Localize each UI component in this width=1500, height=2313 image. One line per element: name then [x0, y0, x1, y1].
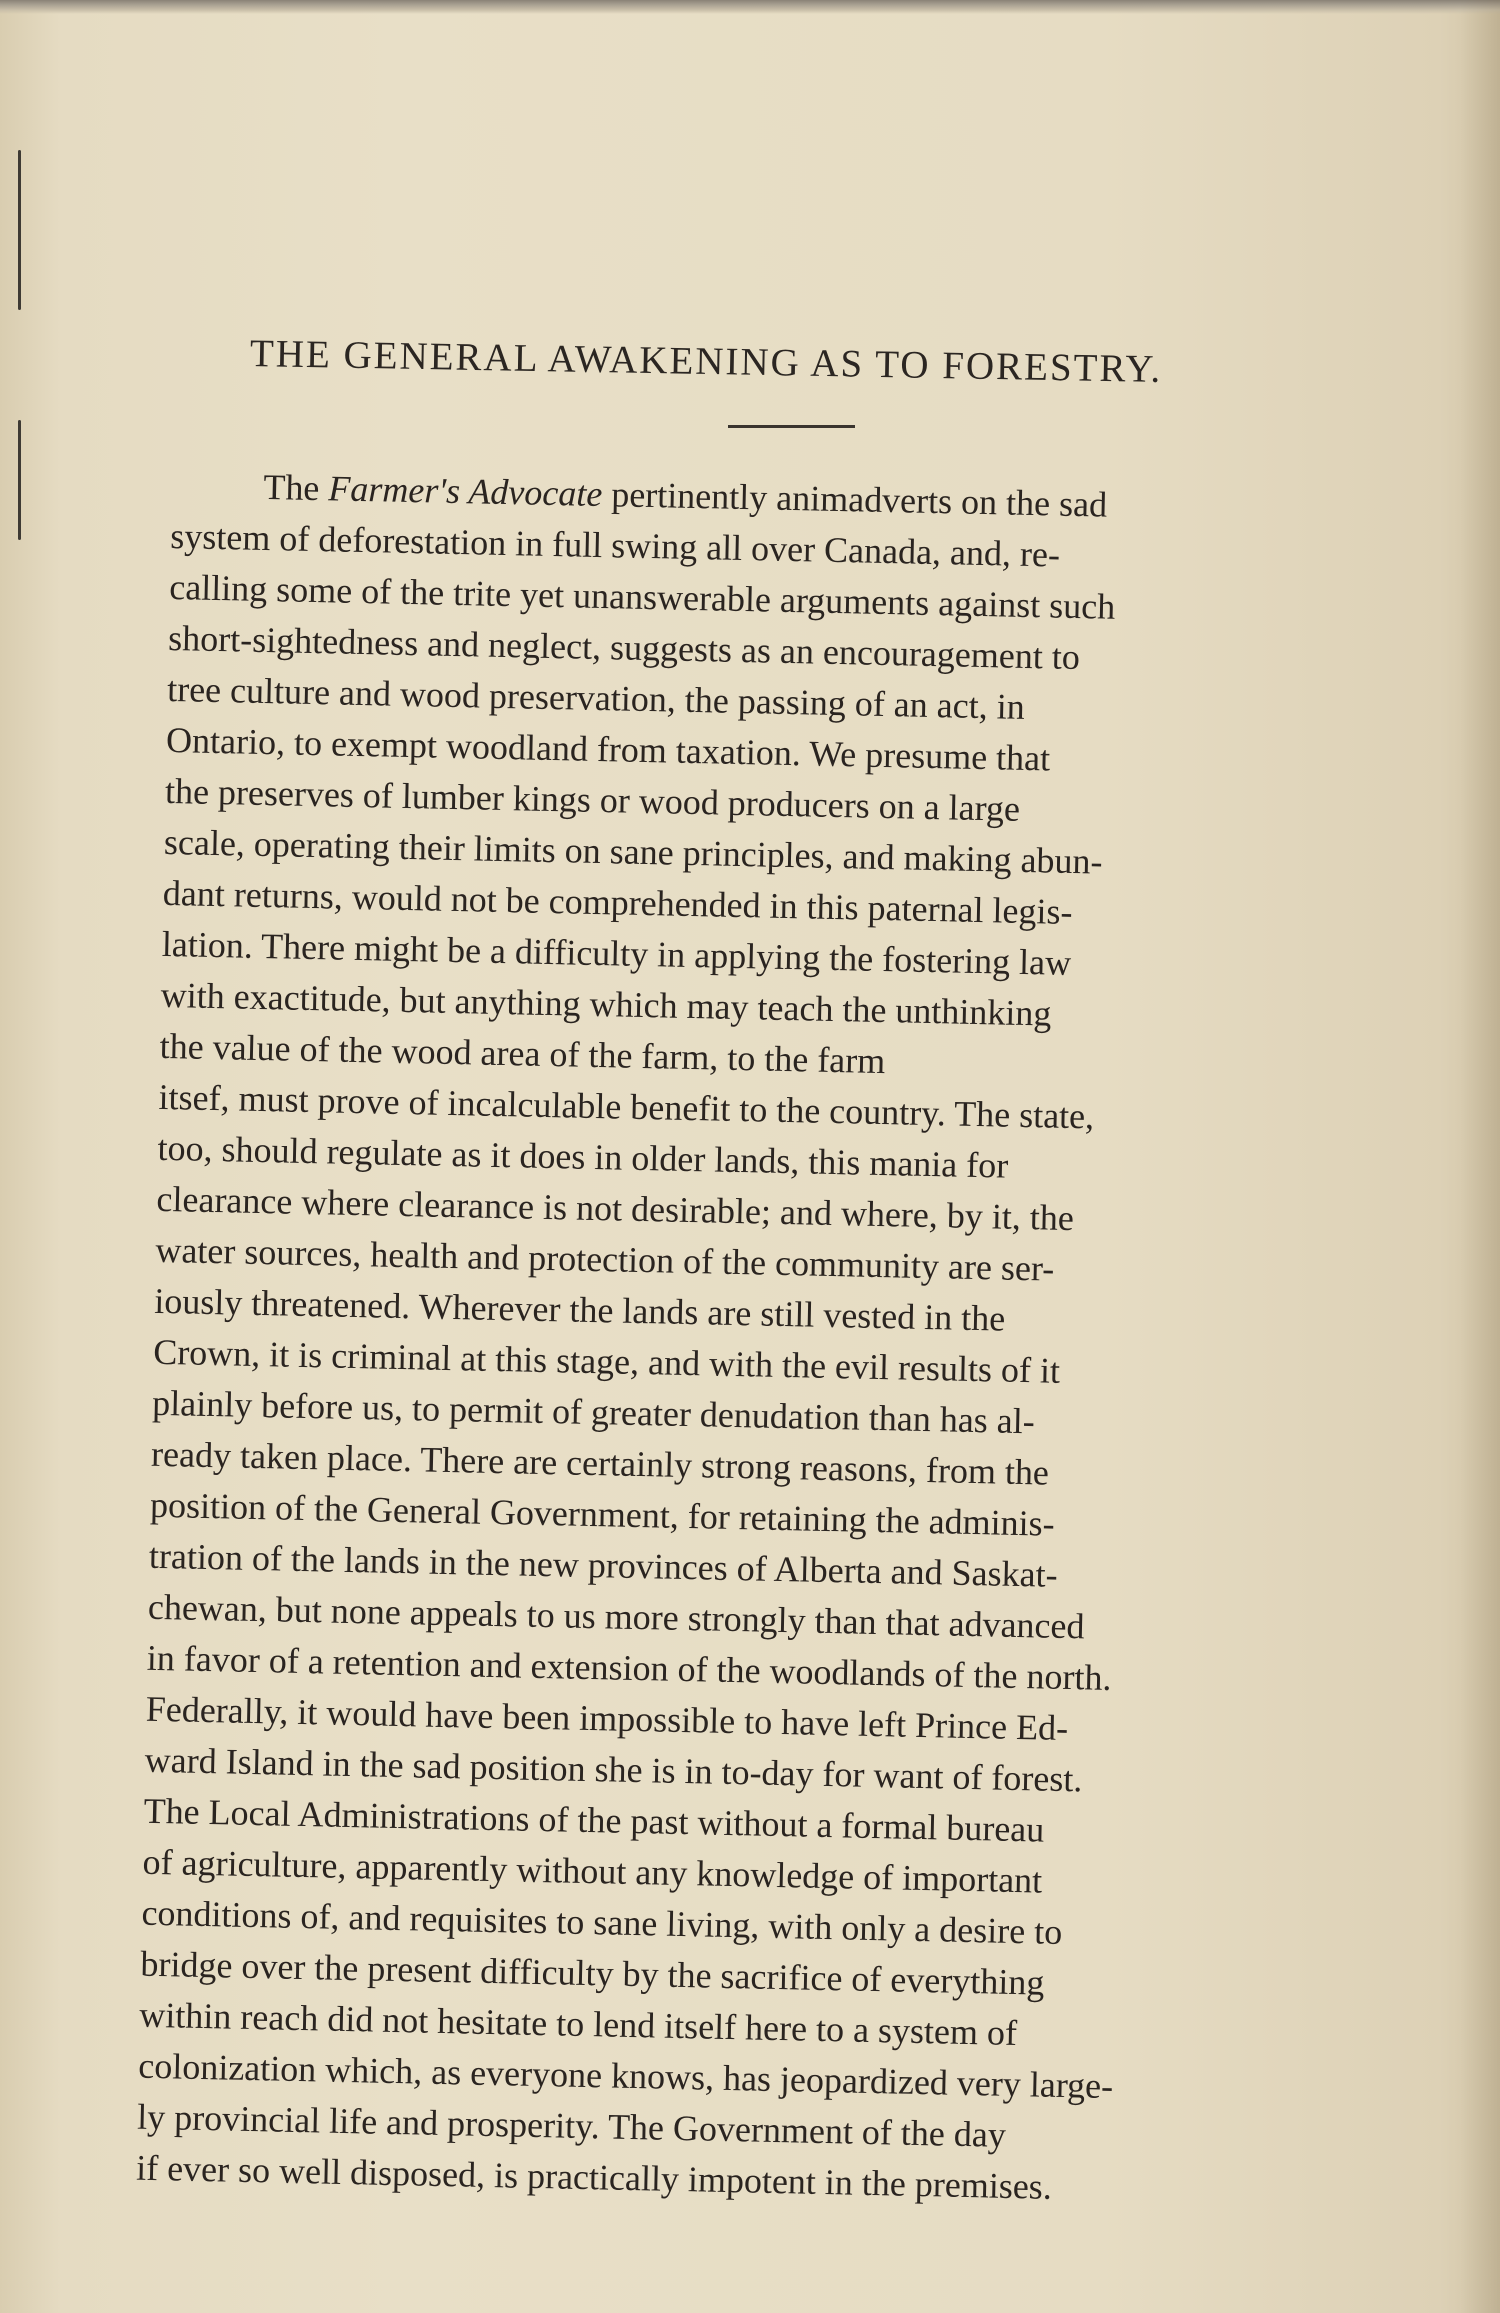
text-line: ready taken place. There are certainly strong reasons, from the [150, 1433, 1050, 1493]
text-line: Federally, it would have been impossible to have left Prince Ed- [145, 1688, 1069, 1749]
binding-mark [18, 420, 21, 540]
text-line: the value of the wood area of the farm, to the farm [159, 1025, 886, 1082]
text-line: ly provincial life and prosperity. The Government of the day [136, 2096, 1007, 2155]
text-line: conditions of, and requisites to sane living, with only a desire to [141, 1892, 1063, 1952]
text-line: Ontario, to exempt woodland from taxation. We presume that [165, 719, 1051, 779]
text-line: plainly before us, to permit of greater denudation than has al- [151, 1382, 1036, 1442]
text-line: bridge over the present difficulty by the sacrifice of everything [140, 1943, 1045, 2003]
text-line: with exactitude, but anything which may teach the unthinking [160, 974, 1052, 1034]
page-top-edge [0, 0, 1500, 14]
text-line: itsef, must prove of incalculable benefit to the country. The state, [158, 1076, 1095, 1137]
text-line: lation. There might be a difficulty in applying the fostering law [161, 923, 1072, 983]
text-line: water sources, health and protection of the community are ser- [155, 1229, 1055, 1289]
text-line: too, should regulate as it does in older lands, this mania for [157, 1127, 1009, 1186]
text-line: tration of the lands in the new provinces of Alberta and Saskat- [148, 1535, 1059, 1595]
text-line: the preserves of lumber kings or wood producers on a large [164, 770, 1021, 829]
text-line: if ever so well disposed, is practically impotent in the premises. [135, 2147, 1053, 2207]
page-edge-shadow [1460, 0, 1500, 2313]
article-body [136, 460, 1392, 2219]
text-line: position of the General Government, for retaining the adminis- [149, 1484, 1056, 1544]
text-line: colonization which, as everyone knows, has jeopardized very large- [137, 2045, 1114, 2107]
text-line: in favor of a retention and extension of the woodlands of the north. [146, 1637, 1112, 1698]
text-line: of agriculture, apparently without any knowledge of important [142, 1841, 1043, 1901]
first-line-lead: The [263, 466, 320, 509]
text-line: iously threatened. Wherever the lands are still vested in the [153, 1280, 1006, 1339]
text-line: short-sightedness and neglect, suggests as an encouragement to [167, 617, 1081, 678]
text-line: dant returns, would not be comprehended in this paternal legis- [162, 872, 1073, 932]
text-line: ward Island in the sad position she is in to-day for want of forest. [144, 1739, 1083, 1800]
text-line: tree culture and wood preservation, the passing of an act, in [166, 668, 1026, 727]
article-title: THE GENERAL AWAKENING AS TO FORESTRY. [249, 332, 1163, 391]
text-line: chewan, but none appeals to us more strongly than that advanced [147, 1586, 1085, 1647]
text-line: The Local Administrations of the past without a formal bureau [143, 1790, 1045, 1850]
binding-mark [18, 150, 21, 310]
first-line-rest: pertinently animadverts on the sad [610, 474, 1108, 525]
text-line: scale, operating their limits on sane principles, and making abun- [163, 821, 1103, 882]
text-line: within reach did not hesitate to lend itself here to a system of [139, 1994, 1018, 2054]
title-rule [728, 425, 855, 428]
text-line: calling some of the trite yet unanswerable arguments against such [168, 566, 1116, 627]
publication-name: Farmer's Advocate [327, 468, 603, 515]
text-line: system of deforestation in full swing all over Canada, and, re- [169, 515, 1061, 575]
text-line: clearance where clearance is not desirable; and where, by it, the [156, 1178, 1075, 1239]
text-line: Crown, it is criminal at this stage, and with the evil results of it [152, 1331, 1061, 1391]
